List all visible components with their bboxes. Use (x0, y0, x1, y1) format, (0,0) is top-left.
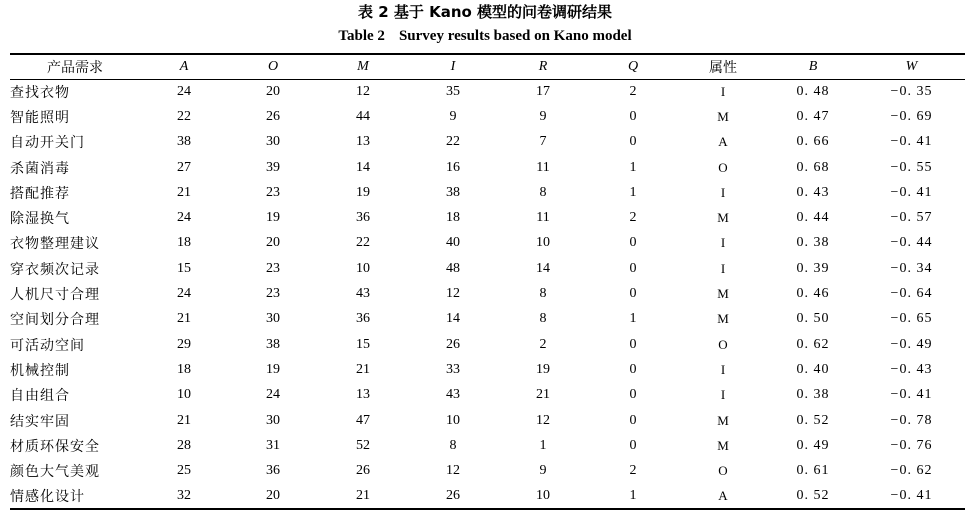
cell-attribute: O (718, 463, 728, 479)
cell-b: 0. 49 (796, 437, 830, 453)
cell-a: 38 (177, 134, 191, 150)
table-row (10, 180, 965, 205)
cell-requirement: 机械控制 (10, 362, 70, 379)
cell-q: 0 (629, 108, 637, 124)
cell-i: 35 (446, 83, 460, 99)
cell-q: 0 (629, 134, 637, 150)
cell-requirement: 情感化设计 (10, 489, 85, 506)
table-row (10, 130, 965, 155)
cell-requirement: 搭配推荐 (10, 185, 70, 202)
cell-attribute: I (720, 83, 726, 99)
cell-m: 36 (356, 210, 370, 226)
cell-r: 8 (539, 184, 547, 200)
cell-q: 0 (629, 412, 637, 428)
cell-a: 27 (177, 159, 191, 175)
cell-b: 0. 38 (796, 235, 830, 251)
cell-attribute: I (720, 235, 726, 251)
cell-b: 0. 39 (796, 260, 830, 276)
cell-i: 12 (446, 463, 460, 479)
cell-b: 0. 46 (796, 286, 830, 302)
cell-r: 19 (536, 361, 550, 377)
cell-q: 0 (629, 286, 637, 302)
cell-w: −0. 41 (890, 184, 933, 200)
cell-a: 28 (177, 437, 191, 453)
cell-o: 20 (266, 488, 280, 504)
cell-b: 0. 47 (796, 108, 830, 124)
cell-r: 11 (536, 159, 550, 175)
cell-i: 33 (446, 361, 460, 377)
cell-w: −0. 49 (890, 336, 933, 352)
cell-o: 30 (266, 412, 280, 428)
cell-m: 44 (356, 108, 370, 124)
cell-r: 9 (539, 463, 547, 479)
cell-o: 19 (266, 210, 280, 226)
cell-i: 43 (446, 387, 460, 403)
cell-b: 0. 48 (796, 83, 830, 99)
cell-m: 10 (356, 260, 370, 276)
table-label: Table 2 (338, 28, 385, 44)
cell-w: −0. 55 (890, 159, 933, 175)
cell-o: 31 (266, 437, 280, 453)
cell-q: 1 (629, 488, 637, 504)
cell-i: 18 (446, 210, 460, 226)
table-row (10, 357, 965, 382)
cell-requirement: 查找衣物 (10, 84, 70, 101)
cell-i: 40 (446, 235, 460, 251)
cell-a: 15 (177, 260, 191, 276)
cell-b: 0. 38 (796, 387, 830, 403)
cell-m: 15 (356, 336, 370, 352)
col-header-o: O (267, 59, 279, 74)
cell-m: 13 (356, 134, 370, 150)
cell-a: 21 (177, 412, 191, 428)
cell-q: 0 (629, 235, 637, 251)
header-row (10, 55, 965, 79)
cell-b: 0. 52 (796, 488, 830, 504)
table-row (10, 281, 965, 306)
cell-q: 0 (629, 361, 637, 377)
cell-q: 1 (629, 159, 637, 175)
cell-b: 0. 52 (796, 412, 830, 428)
cell-w: −0. 43 (890, 361, 933, 377)
cell-attribute: O (718, 159, 728, 175)
cell-w: −0. 34 (890, 260, 933, 276)
cell-w: −0. 35 (890, 83, 933, 99)
cell-b: 0. 40 (796, 361, 830, 377)
cell-a: 10 (177, 387, 191, 403)
cell-i: 26 (446, 336, 460, 352)
cell-requirement: 结实牢固 (10, 413, 70, 430)
cell-m: 21 (356, 488, 370, 504)
col-header-b: B (808, 59, 818, 74)
cell-q: 1 (629, 311, 637, 327)
cell-w: −0. 69 (890, 108, 933, 124)
cell-r: 9 (539, 108, 547, 124)
cell-w: −0. 76 (890, 437, 933, 453)
col-header-attribute: 属性 (709, 60, 737, 76)
cell-q: 2 (629, 210, 637, 226)
table-row (10, 256, 965, 281)
cell-b: 0. 50 (796, 311, 830, 327)
table-title: Survey results based on Kano model (398, 28, 632, 44)
cell-a: 18 (177, 361, 191, 377)
cell-i: 22 (446, 134, 460, 150)
col-header-requirement: 产品需求 (47, 60, 103, 76)
cell-i: 26 (446, 488, 460, 504)
cell-attribute: I (720, 361, 726, 377)
table-row (10, 104, 965, 129)
cell-requirement: 颜色大气美观 (10, 464, 100, 481)
cell-r: 8 (539, 286, 547, 302)
table-row (10, 307, 965, 332)
cell-m: 43 (356, 286, 370, 302)
cell-i: 48 (446, 260, 460, 276)
cell-o: 20 (266, 235, 280, 251)
cell-b: 0. 68 (796, 159, 830, 175)
cell-r: 1 (539, 437, 547, 453)
cell-w: −0. 62 (890, 463, 933, 479)
cell-attribute: M (717, 108, 729, 124)
cell-a: 25 (177, 463, 191, 479)
cell-b: 0. 66 (796, 134, 830, 150)
cell-b: 0. 44 (796, 210, 830, 226)
cell-i: 12 (446, 286, 460, 302)
cell-w: −0. 44 (890, 235, 933, 251)
cell-attribute: A (718, 488, 728, 504)
cell-i: 16 (446, 159, 460, 175)
cell-r: 2 (539, 336, 547, 352)
col-header-w: W (905, 59, 918, 74)
cell-o: 36 (266, 463, 280, 479)
cell-m: 12 (356, 83, 370, 99)
cell-w: −0. 41 (890, 488, 933, 504)
table-row (10, 484, 965, 509)
cell-r: 8 (539, 311, 547, 327)
cell-a: 21 (177, 184, 191, 200)
table-row (10, 458, 965, 483)
cell-m: 19 (356, 184, 370, 200)
cell-w: −0. 64 (890, 286, 933, 302)
cell-o: 39 (266, 159, 280, 175)
cell-requirement: 杀菌消毒 (10, 160, 70, 177)
table-row (10, 408, 965, 433)
cell-m: 26 (356, 463, 370, 479)
cell-b: 0. 62 (796, 336, 830, 352)
cell-a: 24 (177, 83, 191, 99)
cell-w: −0. 41 (890, 387, 933, 403)
cell-o: 26 (266, 108, 280, 124)
cell-a: 21 (177, 311, 191, 327)
cell-a: 29 (177, 336, 191, 352)
col-header-a: A (179, 59, 189, 74)
table-row (10, 205, 965, 230)
cell-attribute: I (720, 260, 726, 276)
cell-requirement: 空间划分合理 (10, 312, 100, 329)
cell-m: 52 (356, 437, 370, 453)
cell-q: 0 (629, 260, 637, 276)
table-row (10, 231, 965, 256)
cell-a: 32 (177, 488, 191, 504)
cell-q: 2 (629, 463, 637, 479)
cell-r: 17 (536, 83, 550, 99)
cell-attribute: A (718, 134, 728, 150)
cell-requirement: 穿衣频次记录 (10, 261, 100, 278)
cell-a: 22 (177, 108, 191, 124)
cell-i: 10 (446, 412, 460, 428)
cell-m: 36 (356, 311, 370, 327)
cell-q: 0 (629, 336, 637, 352)
table-row (10, 155, 965, 180)
table-caption-chinese: 表 2 基于 Kano 模型的问卷调研结果 (357, 3, 613, 21)
cell-attribute: M (717, 437, 729, 453)
cell-r: 10 (536, 488, 550, 504)
cell-requirement: 人机尺寸合理 (10, 287, 100, 304)
cell-a: 24 (177, 286, 191, 302)
col-header-r: R (538, 59, 548, 74)
cell-o: 30 (266, 134, 280, 150)
col-header-i: I (450, 59, 456, 74)
cell-o: 24 (266, 387, 280, 403)
cell-r: 14 (536, 260, 550, 276)
cell-attribute: M (717, 412, 729, 428)
table-caption-english (0, 25, 970, 47)
cell-o: 23 (266, 260, 280, 276)
table-row (10, 332, 965, 357)
cell-o: 19 (266, 361, 280, 377)
cell-w: −0. 78 (890, 412, 933, 428)
cell-requirement: 可活动空间 (10, 337, 85, 354)
cell-a: 18 (177, 235, 191, 251)
cell-attribute: M (717, 210, 729, 226)
cell-q: 0 (629, 437, 637, 453)
cell-w: −0. 57 (890, 210, 933, 226)
cell-o: 38 (266, 336, 280, 352)
cell-requirement: 自由组合 (10, 388, 70, 405)
cell-attribute: M (717, 286, 729, 302)
cell-r: 10 (536, 235, 550, 251)
table-row (10, 383, 965, 408)
cell-b: 0. 61 (796, 463, 830, 479)
cell-m: 21 (356, 361, 370, 377)
cell-requirement: 除湿换气 (10, 211, 70, 228)
table-row (10, 79, 965, 104)
cell-i: 9 (449, 108, 457, 124)
cell-i: 8 (449, 437, 457, 453)
cell-r: 21 (536, 387, 550, 403)
kano-results-table (10, 55, 965, 509)
cell-m: 13 (356, 387, 370, 403)
cell-attribute: O (718, 336, 728, 352)
col-header-q: Q (627, 59, 639, 74)
table-body (10, 79, 965, 509)
cell-a: 24 (177, 210, 191, 226)
cell-requirement: 材质环保安全 (10, 438, 100, 455)
cell-o: 23 (266, 286, 280, 302)
cell-i: 38 (446, 184, 460, 200)
cell-o: 20 (266, 83, 280, 99)
col-header-m: M (357, 59, 369, 74)
cell-r: 12 (536, 412, 550, 428)
cell-requirement: 自动开关门 (10, 135, 85, 152)
cell-q: 0 (629, 387, 637, 403)
cell-o: 30 (266, 311, 280, 327)
cell-i: 14 (446, 311, 460, 327)
cell-w: −0. 65 (890, 311, 933, 327)
cell-m: 47 (356, 412, 370, 428)
cell-r: 11 (536, 210, 550, 226)
cell-w: −0. 41 (890, 134, 933, 150)
cell-o: 23 (266, 184, 280, 200)
cell-m: 14 (356, 159, 370, 175)
table-row (10, 433, 965, 458)
cell-attribute: M (717, 311, 729, 327)
cell-q: 1 (629, 184, 637, 200)
cell-requirement: 智能照明 (10, 109, 70, 126)
cell-b: 0. 43 (796, 184, 830, 200)
cell-requirement: 衣物整理建议 (10, 236, 100, 253)
cell-m: 22 (356, 235, 370, 251)
cell-q: 2 (629, 83, 637, 99)
cell-attribute: I (720, 387, 726, 403)
cell-attribute: I (720, 184, 726, 200)
cell-r: 7 (539, 134, 547, 150)
